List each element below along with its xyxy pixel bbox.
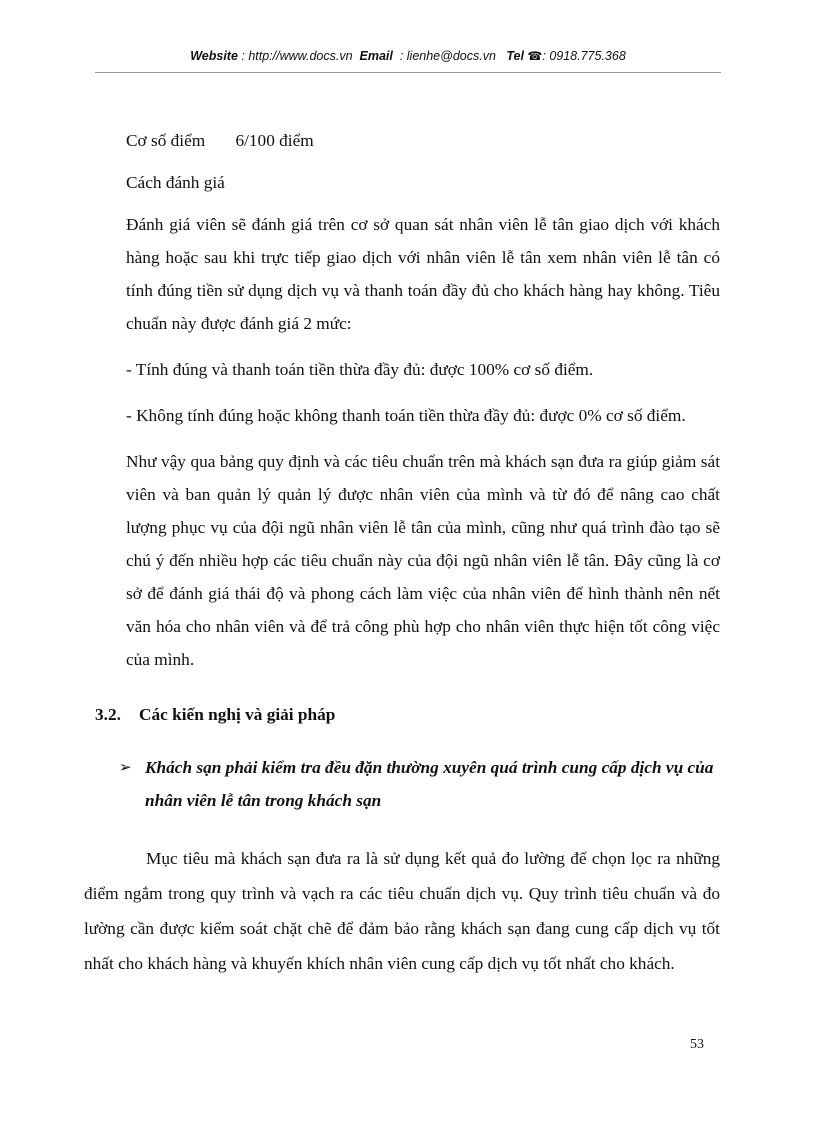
summary-paragraph: Như vậy qua bảng quy định và các tiêu chuẩn trên mà khách sạn đưa ra giúp giảm sát viên và ban quản lý quản lý được nhân viên của mình và từ đó để nâng cao chất lượng phục vụ của đội ngũ nhân viên lễ tân của mình, cũng như quá trình đào tạo sẽ chú ý đến nhiều hợp các tiêu chuẩn này của đội ngũ nhân viên lễ tân. Đây cũng là cơ sở để đánh giá thái độ và phong cách làm việc của nhân viên để hình thành nên nết văn hóa cho nhân viên và để trả công phù hợp cho nhân viên thực hiện tốt công việc của mình. [126, 452, 720, 669]
section-heading [95, 698, 720, 731]
header-divider [95, 72, 721, 73]
goal-block [84, 841, 720, 981]
page-number: 53 [690, 1037, 704, 1052]
tel-label: Tel [506, 49, 524, 63]
level-1-item: - Tính đúng và thanh toán tiền thừa đầy đủ: được 100% cơ số điểm. [126, 360, 594, 379]
website-label: Website [190, 49, 238, 63]
arrow-bullet-icon: ➢ [119, 758, 132, 776]
page-header [95, 49, 721, 63]
score-line: Cơ số điểm 6/100 điểm [126, 131, 314, 150]
section-number: 3.2. [95, 705, 121, 724]
email-value: : lienhe@docs.vn [399, 49, 496, 63]
email-label: Email [359, 49, 393, 63]
page-content [84, 124, 720, 981]
eval-paragraph: Đánh giá viên sẽ đánh giá trên cơ sở quan sát nhân viên lễ tân giao dịch với khách hàng hoặc sau khi trực tiếp giao dịch với nhân viên lễ tân xem nhân viên lễ tân có tính đúng tiền sử dụng dịch vụ và thanh toán đầy đủ cho khách hàng hay không. Tiêu chuẩn này được đánh giá 2 mức: [126, 215, 720, 333]
goal-paragraph: Mục tiêu mà khách sạn đưa ra là sử dụng kết quả đo lường để chọn lọc ra những điểm ngắm trong quy trình và vạch ra các tiêu chuẩn dịch vụ. Quy trình tiêu chuẩn và đo lường cần được kiểm soát chặt chẽ để đảm bảo rằng khách sạn đang cung cấp dịch vụ tốt nhất cho khách hàng và khuyến khích nhân viên cung cấp dịch vụ tốt nhất cho khách. [84, 849, 720, 973]
section-title: Các kiến nghị và giải pháp [139, 705, 336, 724]
level-2-item: - Không tính đúng hoặc không thanh toán tiền thừa đầy đủ: được 0% cơ số điểm. [126, 406, 686, 425]
bullet-text: Khách sạn phải kiểm tra đều đặn thường xuyên quá trình cung cấp dịch vụ của nhân viên lễ tân trong khách sạn [145, 758, 714, 810]
tel-value: : 0918.775.368 [542, 49, 626, 63]
website-value: : http://www.docs.vn [241, 49, 353, 63]
phone-icon: ☎ [527, 49, 543, 63]
eval-title: Cách đánh giá [126, 173, 225, 192]
bullet-item [119, 751, 720, 817]
